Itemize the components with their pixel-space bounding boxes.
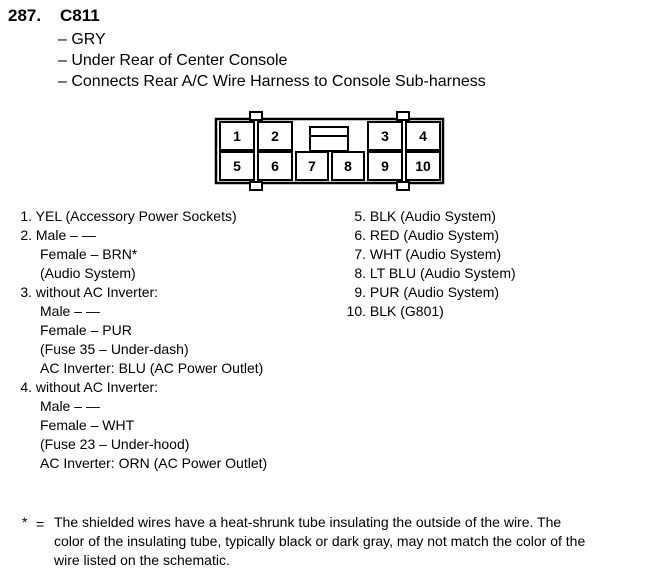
pin-list-right: [336, 207, 516, 321]
lock-tab-left-top: [250, 112, 262, 120]
pin-text: BLK (Audio System): [369, 208, 496, 224]
pin-text: (Fuse 35 – Under-dash): [40, 341, 189, 357]
list-item: [336, 302, 516, 321]
connector-code: C811: [60, 6, 100, 25]
pin-text: YEL (Accessory Power Sockets): [35, 208, 237, 224]
pin-label-6: 6: [271, 158, 279, 174]
pin-label-10: 10: [415, 158, 431, 174]
pin-number: 7.: [354, 246, 366, 262]
pin-number: 1.: [20, 208, 32, 224]
pin-text: (Fuse 23 – Under-hood): [40, 436, 190, 452]
footnote-line-2: color of the insulating tube, typically black or dark gray, may not match the color of the: [54, 533, 586, 549]
connector-number: 287.: [8, 6, 42, 25]
connector-description: – Connects Rear A/C Wire Harness to Console Sub-harness: [58, 73, 486, 90]
pin-text: Female – PUR: [40, 322, 132, 338]
pin-text: Male – —: [40, 398, 100, 414]
pin-label-5: 5: [233, 158, 241, 174]
pin-text: AC Inverter: BLU (AC Power Outlet): [40, 360, 264, 376]
footnote-line-3: wire listed on the schematic.: [54, 552, 230, 568]
pin-label-4: 4: [419, 128, 427, 144]
pin-number: 4.: [20, 379, 32, 395]
footnote-equals: =: [36, 516, 45, 532]
lock-tab-right-bottom: [397, 182, 409, 190]
pin-number: 6.: [354, 227, 366, 243]
connector-diagram: [0, 0, 646, 200]
pin-label-9: 9: [381, 158, 389, 174]
pin-number: 8.: [354, 265, 366, 281]
pin-text: AC Inverter: ORN (AC Power Outlet): [40, 455, 268, 471]
pin-label-1: 1: [233, 128, 241, 144]
lock-tab-right-top: [397, 112, 409, 120]
list-item: [336, 207, 516, 226]
footnote-line-1: The shielded wires have a heat-shrunk tube insulating the outside of the wire. The: [54, 514, 562, 530]
list-item: [336, 264, 516, 283]
list-item: [336, 226, 516, 245]
pin-text: WHT (Audio System): [369, 246, 502, 262]
pin-number: 3.: [20, 284, 32, 300]
pin-text: LT BLU (Audio System): [369, 265, 516, 281]
connector-color: – GRY: [58, 31, 106, 48]
pin-number: 2.: [20, 227, 32, 243]
pin-text: without AC Inverter:: [35, 284, 159, 300]
pin-text: without AC Inverter:: [35, 379, 159, 395]
pin-number: 9.: [354, 284, 366, 300]
list-item: [336, 283, 516, 302]
list-item: [0, 378, 267, 397]
footnote-symbol: *: [22, 514, 28, 530]
pin-text: Female – BRN*: [40, 246, 138, 262]
pin-list-left: [0, 207, 267, 473]
pin-text: Male – —: [35, 227, 96, 243]
pin-label-2: 2: [271, 128, 279, 144]
center-key: [310, 127, 348, 151]
lock-tab-left-bottom: [250, 182, 262, 190]
pin-label-3: 3: [381, 128, 389, 144]
pin-text: BLK (G801): [369, 303, 444, 319]
list-item: [0, 226, 267, 245]
pin-text: Male – —: [40, 303, 100, 319]
pin-label-8: 8: [344, 158, 352, 174]
pin-number: 5.: [354, 208, 366, 224]
list-item: [336, 245, 516, 264]
list-item: [0, 283, 267, 302]
pin-text: PUR (Audio System): [369, 284, 500, 300]
pin-text: RED (Audio System): [369, 227, 500, 243]
pin-number: 10.: [346, 303, 366, 319]
pin-text: (Audio System): [40, 265, 136, 281]
pin-label-7: 7: [308, 158, 316, 174]
pin-text: Female – WHT: [40, 417, 135, 433]
list-item: [0, 207, 267, 226]
connector-location: – Under Rear of Center Console: [58, 52, 288, 69]
